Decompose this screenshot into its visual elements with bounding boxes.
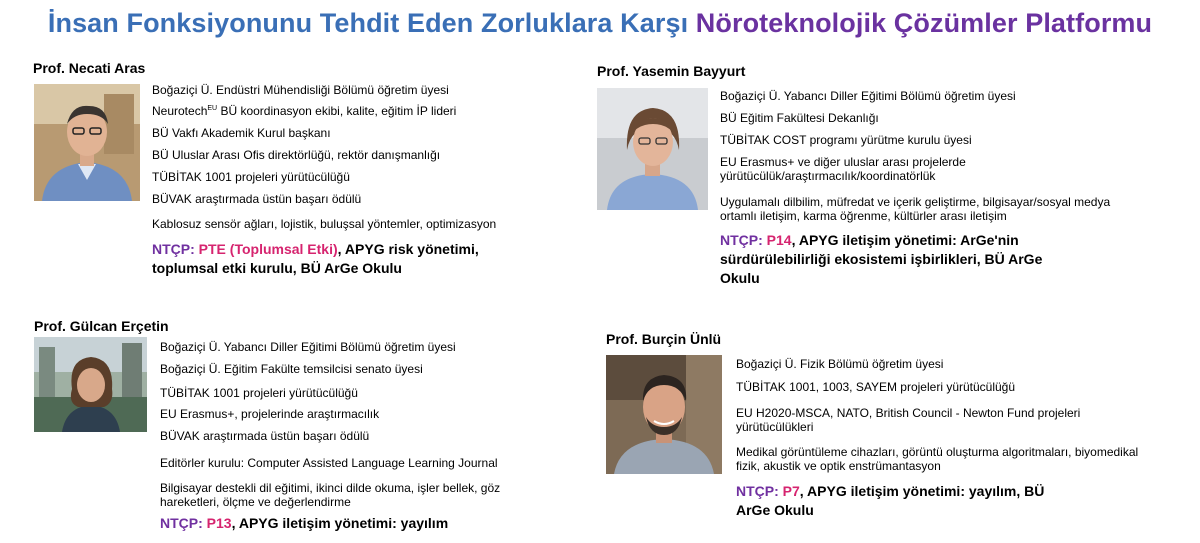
ntcp-text: , APYG iletişim yönetimi: yayılım — [231, 515, 449, 531]
ntcp-label: NTÇP: — [736, 483, 779, 499]
info-line: EU Erasmus+, projelerinde araştırmacılık — [160, 407, 380, 421]
info-line-text: BÜ koordinasyon ekibi, kalite, eğitim İP lideri — [220, 104, 457, 118]
person-name-burcin-unlu: Prof. Burçin Ünlü — [606, 331, 722, 347]
info-line: yürütücülükleri — [736, 420, 814, 434]
photo-yasemin-bayyurt — [597, 88, 708, 210]
info-line: TÜBİTAK 1001 projeleri yürütücülüğü — [160, 386, 358, 400]
info-line: hareketleri, ölçme ve değerlendirme — [160, 495, 351, 509]
ntcp-code: P14 — [766, 232, 792, 248]
ntcp-code: P7 — [782, 483, 800, 499]
photo-burcin-unlu — [606, 355, 722, 474]
ntcp-text: , APYG iletişim yönetimi: yayılım, BÜ — [799, 483, 1045, 499]
info-line: Bilgisayar destekli dil eğitimi, ikinci dilde okuma, işler bellek, göz — [160, 481, 501, 495]
ntcp-assignment — [736, 482, 1044, 520]
ntcp-text-line3: Okulu — [720, 270, 760, 286]
neurotech-label: Neurotech — [152, 104, 208, 118]
photo-necati-aras — [34, 84, 140, 201]
info-line: Kablosuz sensör ağları, lojistik, buluşsal yöntemler, optimizasyon — [152, 217, 497, 231]
ntcp-text-line2: sürdürülebilirliği ekosistemi işbirlikleri, BÜ ArGe — [720, 251, 1043, 267]
info-line: ortamlı iletişim, karma öğrenme, kültürler arası iletişim — [720, 209, 1007, 223]
ntcp-text: , APYG iletişim yönetimi: ArGe'nin — [791, 232, 1019, 248]
info-line: Uygulamalı dilbilim, müfredat ve içerik geliştirme, bilgisayar/sosyal medya — [720, 195, 1111, 209]
photo-gulcan-ercetin — [34, 337, 147, 432]
ntcp-assignment — [720, 231, 1042, 288]
page-title — [0, 8, 1200, 39]
info-line: Editörler kurulu: Computer Assisted Language Learning Journal — [160, 456, 498, 470]
info-line: BÜ Uluslar Arası Ofis direktörlüğü, rektör danışmanlığı — [152, 148, 441, 162]
info-line: Boğaziçi Ü. Yabancı Diller Eğitimi Bölümü öğretim üyesi — [720, 89, 1016, 103]
ntcp-text: , APYG risk yönetimi, — [337, 241, 479, 257]
ntcp-text-line2: ArGe Okulu — [736, 502, 814, 518]
info-line: Boğaziçi Ü. Fizik Bölümü öğretim üyesi — [736, 357, 944, 371]
info-line: BÜVAK araştırmada üstün başarı ödülü — [160, 429, 370, 443]
ntcp-code: P13 — [206, 515, 232, 531]
info-line: BÜ Eğitim Fakültesi Dekanlığı — [720, 111, 879, 125]
info-line: yürütücülük/araştırmacılık/koordinatörlük — [720, 169, 936, 183]
info-line: TÜBİTAK 1001, 1003, SAYEM projeleri yürütücülüğü — [736, 380, 1016, 394]
neurotech-superscript: EU — [207, 105, 218, 112]
person-name-gulcan-ercetin: Prof. Gülcan Erçetin — [34, 318, 169, 334]
info-line: EU H2020-MSCA, NATO, British Council - Newton Fund projeleri — [736, 406, 1081, 420]
info-line — [152, 104, 456, 118]
info-line: TÜBİTAK COST programı yürütme kurulu üyesi — [720, 133, 972, 147]
ntcp-assignment — [160, 514, 448, 533]
ntcp-label: NTÇP: — [152, 241, 195, 257]
info-line: Boğaziçi Ü. Endüstri Mühendisliği Bölümü öğretim üyesi — [152, 83, 449, 97]
ntcp-label: NTÇP: — [160, 515, 203, 531]
info-line: Medikal görüntüleme cihazları, görüntü oluşturma algoritmaları, biyomedikal — [736, 445, 1139, 459]
ntcp-code: PTE (Toplumsal Etki) — [198, 241, 338, 257]
info-line: fizik, akustik ve optik enstrümantasyon — [736, 459, 941, 473]
info-line: Boğaziçi Ü. Yabancı Diller Eğitimi Bölümü öğretim üyesi — [160, 340, 456, 354]
person-name-yasemin-bayyurt: Prof. Yasemin Bayyurt — [597, 63, 746, 79]
title-part-2: Nöroteknolojik Çözümler Platformu — [695, 8, 1153, 38]
info-line: BÜ Vakfı Akademik Kurul başkanı — [152, 126, 331, 140]
ntcp-label: NTÇP: — [720, 232, 763, 248]
person-name-necati-aras: Prof. Necati Aras — [33, 60, 146, 76]
ntcp-assignment — [152, 240, 479, 278]
title-part-1: İnsan Fonksiyonunu Tehdit Eden Zorluklara Karşı — [47, 8, 689, 38]
info-line: Boğaziçi Ü. Eğitim Fakülte temsilcisi senato üyesi — [160, 362, 423, 376]
info-line: TÜBİTAK 1001 projeleri yürütücülüğü — [152, 170, 350, 184]
info-line: EU Erasmus+ ve diğer uluslar arası projelerde — [720, 155, 966, 169]
ntcp-text-line2: toplumsal etki kurulu, BÜ ArGe Okulu — [152, 260, 402, 276]
info-line: BÜVAK araştırmada üstün başarı ödülü — [152, 192, 362, 206]
